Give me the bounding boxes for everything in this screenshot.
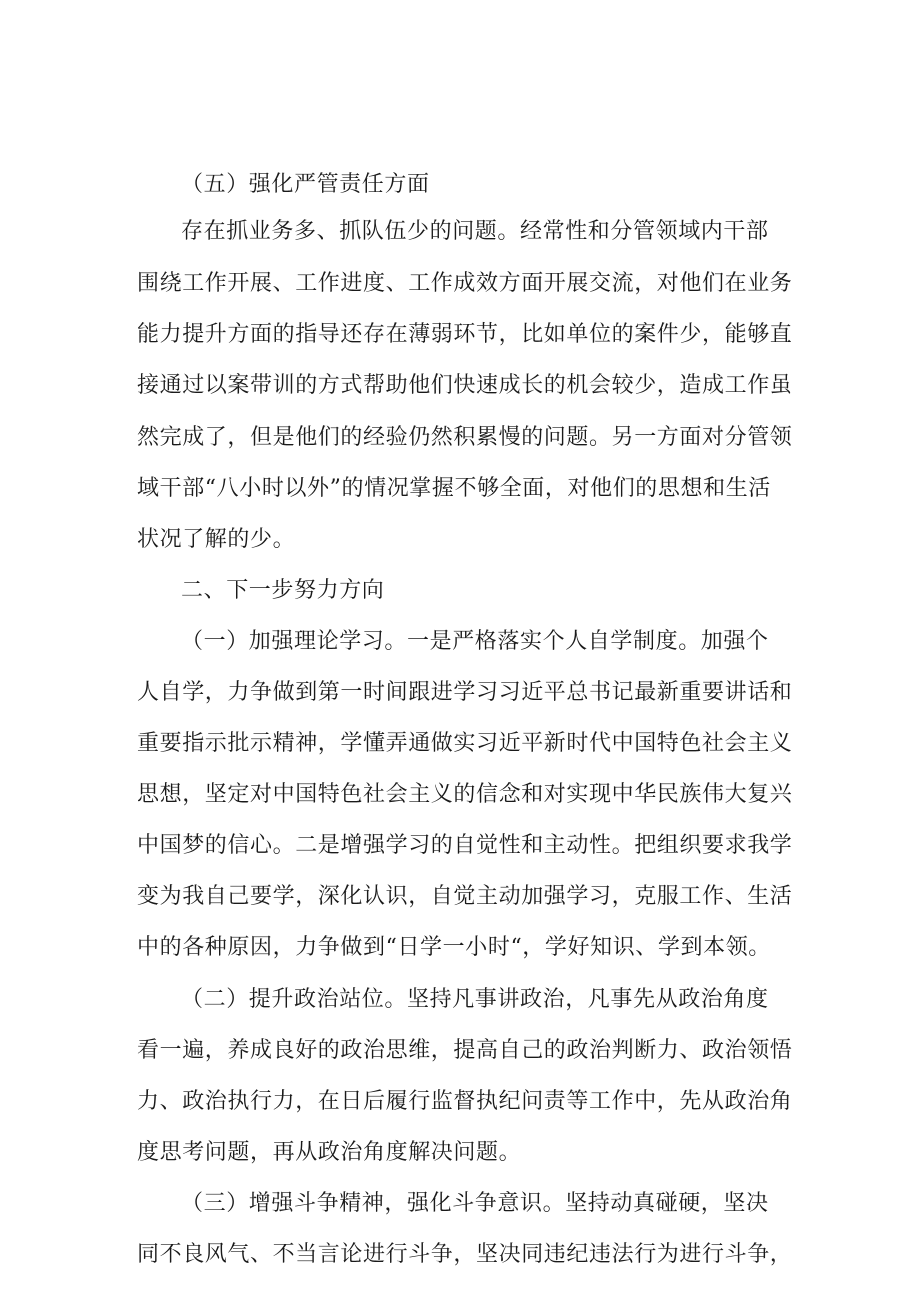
paragraph-line: （一）加强理论学习。一是严格落实个人自学制度。加强个 — [181, 629, 769, 654]
paragraph-line: 力、政治执行力，在日后履行监督执纪问责等工作中，先从政治角 — [137, 1089, 793, 1114]
paragraph-line: （二）提升政治站位。坚持凡事讲政治，凡事先从政治角度 — [181, 987, 769, 1012]
paragraph-line: 中的各种原因，力争做到“日学一小时“，学好知识、学到本领。 — [137, 935, 771, 960]
paragraph-line: （三）增强斗争精神，强化斗争意识。坚持动真碰硬，坚决 — [181, 1191, 769, 1216]
paragraph-line: 中国梦的信心。二是增强学习的自觉性和主动性。把组织要求我学 — [137, 833, 793, 858]
paragraph-line: 看一遍，养成良好的政治思维，提高自己的政治判断力、政治领悟 — [137, 1038, 793, 1063]
paragraph-line: 人自学，力争做到第一时间跟进学习习近平总书记最新重要讲话和 — [137, 680, 793, 705]
paragraph-line: 然完成了，但是他们的经验仍然积累慢的问题。另一方面对分管领 — [137, 425, 793, 450]
paragraph-line: 存在抓业务多、抓队伍少的问题。经常性和分管领域内干部 — [181, 219, 769, 244]
paragraph-line: 接通过以案带训的方式帮助他们快速成长的机会较少，造成工作虽 — [137, 373, 793, 398]
paragraph-line: 重要指示批示精神，学懂弄通做实习近平新时代中国特色社会主义 — [137, 731, 793, 756]
paragraph-line: 变为我自己要学，深化认识，自觉主动加强学习，克服工作、生活 — [137, 884, 793, 909]
paragraph-line: 域干部“八小时以外”的情况掌握不够全面，对他们的思想和生活 — [137, 476, 771, 501]
paragraph-line: 同不良风气、不当言论进行斗争，坚决同违纪违法行为进行斗争， — [137, 1242, 793, 1267]
paragraph-line: 度思考问题，再从政治角度解决问题。 — [137, 1140, 522, 1165]
section-heading-5: （五）强化严管责任方面 — [181, 172, 430, 197]
paragraph-line: 围绕工作开展、工作进度、工作成效方面开展交流，对他们在业务 — [137, 271, 793, 296]
paragraph-line: 思想，坚定对中国特色社会主义的信念和对实现中华民族伟大复兴 — [137, 782, 793, 807]
paragraph-line: 能力提升方面的指导还存在薄弱环节，比如单位的案件少，能够直 — [137, 322, 793, 347]
paragraph-line: 状况了解的少。 — [137, 527, 296, 552]
part-heading-2: 二、下一步努力方向 — [181, 578, 385, 603]
